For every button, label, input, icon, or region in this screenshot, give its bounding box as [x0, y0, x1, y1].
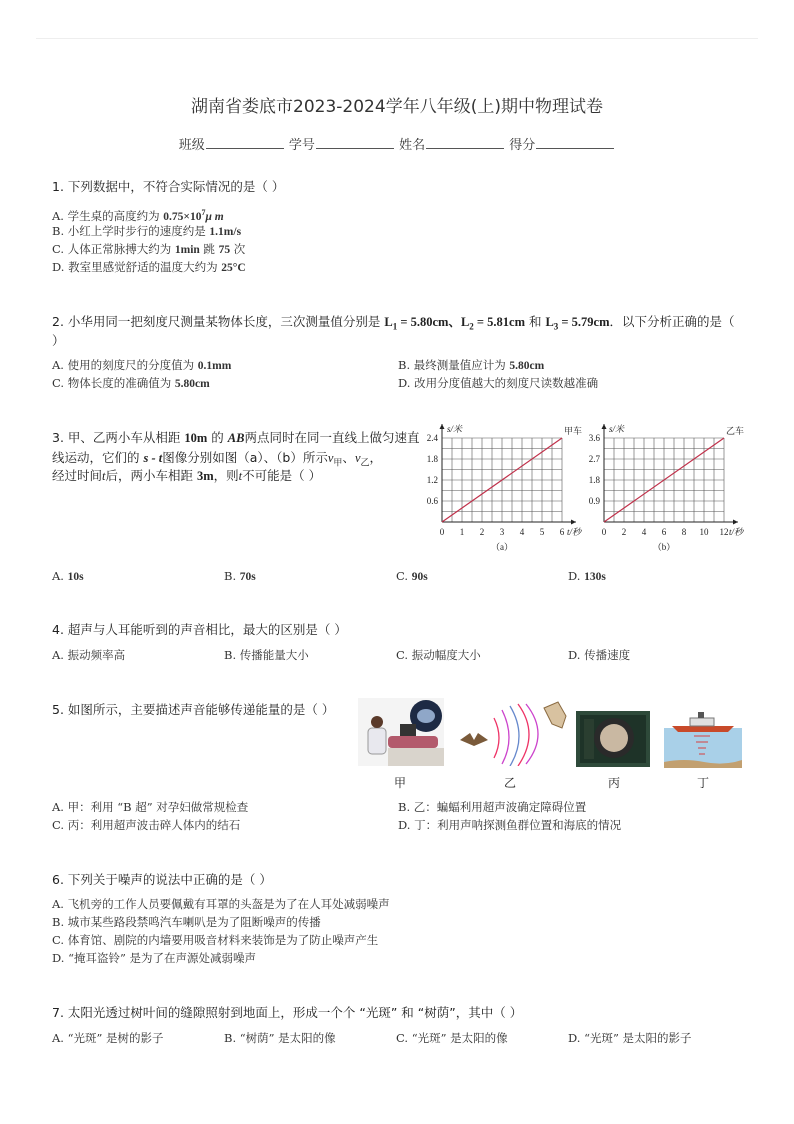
q6-option-c[interactable]: C. 体育馆、剧院的内墙要用吸音材料来装饰是为了防止噪声产生: [52, 933, 379, 947]
q4-option-b[interactable]: B. 传播能量大小: [224, 648, 309, 662]
chart-a-y-tick-label: 2.4: [426, 433, 438, 443]
chart-b-x-tick-label: 2: [621, 527, 627, 537]
q1-option-b[interactable]: B. 小红上学时步行的速度约是 1.1m/s: [52, 224, 242, 238]
chart-a-x-tick-label: 5: [539, 527, 545, 537]
q1-option-a[interactable]: A. 学生桌的高度约为 $0.75\times 10^7\mu$ m: [52, 208, 224, 223]
name-blank[interactable]: [426, 136, 504, 149]
chart-b-x-tick-label: 12: [719, 527, 729, 537]
q7-option-c[interactable]: C. “光斑” 是太阳的像: [396, 1031, 508, 1045]
score-blank[interactable]: [536, 136, 614, 149]
chart-b-y-tick-label: 0.9: [588, 496, 600, 506]
q3-stem-line1: 3. 甲、乙两小车从相距 10m 的 AB两点同时在同一直线上做匀速直: [52, 430, 420, 445]
chart-b-x-tick-label: 0: [601, 527, 607, 537]
page-title: 湖南省娄底市2023-2024学年八年级(上)期中物理试卷: [191, 97, 603, 117]
q4-stem: 4. 超声与人耳能听到的声音相比，最大的区别是（ ）: [52, 622, 347, 637]
q5-stem: 5. 如图所示，主要描述声音能够传递能量的是（ ）: [52, 702, 335, 717]
chart-b-x-tick-label: 4: [641, 527, 647, 537]
chart-a-y-tick-label: 0.6: [426, 496, 438, 506]
q6-option-d[interactable]: D. “掩耳盗铃” 是为了在声源处减弱噪声: [52, 951, 257, 965]
chart-b-y-tick-label: 3.6: [588, 433, 600, 443]
q5-option-b[interactable]: B. 乙：蝙蝠利用超声波确定障碍位置: [398, 800, 587, 814]
chart-a-y-arrow: [440, 424, 445, 429]
number-label: 学号: [288, 138, 315, 153]
q3-option-d[interactable]: D. 130s: [568, 569, 606, 583]
figure-label-yi: 乙: [503, 776, 516, 790]
q4-option-c[interactable]: C. 振动幅度大小: [396, 648, 481, 662]
q6-stem: 6. 下列关于噪声的说法中正确的是（ ）: [52, 872, 272, 887]
chart-a-x-tick-label: 1: [459, 527, 465, 537]
header-rule: [36, 38, 758, 39]
chart-b-caption: （b）: [652, 542, 676, 552]
chart-a-y-tick-label: 1.2: [426, 475, 438, 485]
chart-b: [582, 420, 754, 560]
chart-a: [420, 420, 590, 560]
q2-option-b[interactable]: B. 最终测量值应计为 5.80cm: [398, 358, 545, 372]
lithotripsy-monitor-illustration: [576, 711, 650, 767]
figure-label-bing: 丙: [607, 776, 620, 790]
q4-option-d[interactable]: D. 传播速度: [568, 648, 631, 662]
q7-option-b[interactable]: B. “树荫” 是太阳的像: [224, 1031, 336, 1045]
student-info-line: [0, 134, 794, 153]
q3-option-a[interactable]: A. 10s: [52, 569, 84, 583]
q6-option-a[interactable]: A. 飞机旁的工作人员要佩戴有耳罩的头盔是为了在人耳处减弱噪声: [52, 897, 390, 911]
q7-option-a[interactable]: A. “光斑” 是树的影子: [52, 1031, 164, 1045]
chart-b-y-tick-label: 1.8: [588, 475, 600, 485]
chart-a-y-axis-label: s/米: [447, 424, 463, 434]
chart-a-caption: （a）: [491, 542, 513, 552]
chart-b-x-tick-label: 8: [681, 527, 687, 537]
chart-b-y-arrow: [602, 424, 607, 429]
chart-b-x-arrow: [733, 520, 738, 525]
bat-ultrasound-illustration: [456, 700, 574, 766]
q7-option-d[interactable]: D. “光斑” 是太阳的影子: [568, 1031, 692, 1045]
q7-stem: 7. 太阳光透过树叶间的缝隙照射到地面上，形成一个个 “光斑” 和 “树荫”，其中（ ）: [52, 1005, 523, 1020]
q3-option-b[interactable]: B. 70s: [224, 569, 256, 583]
q3-option-c[interactable]: C. 90s: [396, 569, 428, 583]
q1-option-d[interactable]: D. 教室里感觉舒适的温度大约为 25°C: [52, 260, 246, 274]
chart-a-x-tick-label: 2: [479, 527, 485, 537]
figure-label-jia: 甲: [393, 776, 406, 790]
chart-b-y-tick-label: 2.7: [588, 454, 600, 464]
chart-b-x-tick-label: 10: [699, 527, 709, 537]
chart-a-x-tick-label: 3: [499, 527, 505, 537]
q3-stem-line2: 线运动，它们的 s - t图像分别如图（a）、（b）所示$v_甲$、$v_乙$，: [52, 450, 383, 469]
q2-stem-end: ）: [52, 333, 65, 348]
chart-b-x-axis-label: t/秒: [729, 527, 744, 537]
q4-option-a[interactable]: A. 振动频率高: [52, 648, 126, 662]
chart-a-x-arrow: [571, 520, 576, 525]
name-label: 姓名: [399, 138, 426, 153]
q2-option-d[interactable]: D. 改用分度值越大的刻度尺读数越准确: [398, 376, 599, 390]
chart-a-y-tick-label: 1.8: [426, 454, 438, 464]
chart-a-x-tick-label: 6: [559, 527, 565, 537]
q3-stem-line3: 经过时间t后，两小车相距 3m，则t不可能是（ ）: [52, 468, 322, 483]
chart-b-series-name: 乙车: [726, 426, 745, 436]
number-blank[interactable]: [316, 136, 394, 149]
chart-b-y-axis-label: s/米: [609, 424, 625, 434]
figure-label-ding: 丁: [696, 776, 709, 790]
class-label: 班级: [178, 138, 205, 153]
chart-a-x-tick-label: 0: [439, 527, 445, 537]
chart-a-series-name: 甲车: [564, 426, 583, 436]
class-blank[interactable]: [206, 136, 284, 149]
q2-option-a[interactable]: A. 使用的刻度尺的分度值为 0.1mm: [52, 358, 232, 372]
q5-option-d[interactable]: D. 丁：利用声呐探测鱼群位置和海底的情况: [398, 818, 622, 832]
chart-b-x-tick-label: 6: [661, 527, 667, 537]
score-label: 得分: [509, 138, 536, 153]
q2-stem: 2. 小华用同一把刻度尺测量某物体长度，三次测量值分别是 $L_1 = 5.80cm$、$L_2 = 5.81cm$ 和 $L_3 = 5.79cm$．以下分析正确的是（: [52, 314, 735, 332]
q2-option-c[interactable]: C. 物体长度的准确值为 5.80cm: [52, 376, 210, 390]
sonar-ship-illustration: [664, 708, 742, 768]
q1-option-c[interactable]: C. 人体正常脉搏大约为 1min 跳 75 次: [52, 242, 246, 256]
ultrasound-exam-illustration: [358, 698, 444, 766]
q5-option-a[interactable]: A. 甲：利用 “B 超” 对孕妇做常规检查: [52, 800, 249, 814]
q6-option-b[interactable]: B. 城市某些路段禁鸣汽车喇叭是为了阻断噪声的传播: [52, 915, 321, 929]
chart-a-x-axis-label: t/秒: [567, 527, 582, 537]
q1-stem: 1. 下列数据中，不符合实际情况的是（ ）: [52, 179, 285, 194]
chart-a-x-tick-label: 4: [519, 527, 525, 537]
q5-option-c[interactable]: C. 丙：利用超声波击碎人体内的结石: [52, 818, 241, 832]
